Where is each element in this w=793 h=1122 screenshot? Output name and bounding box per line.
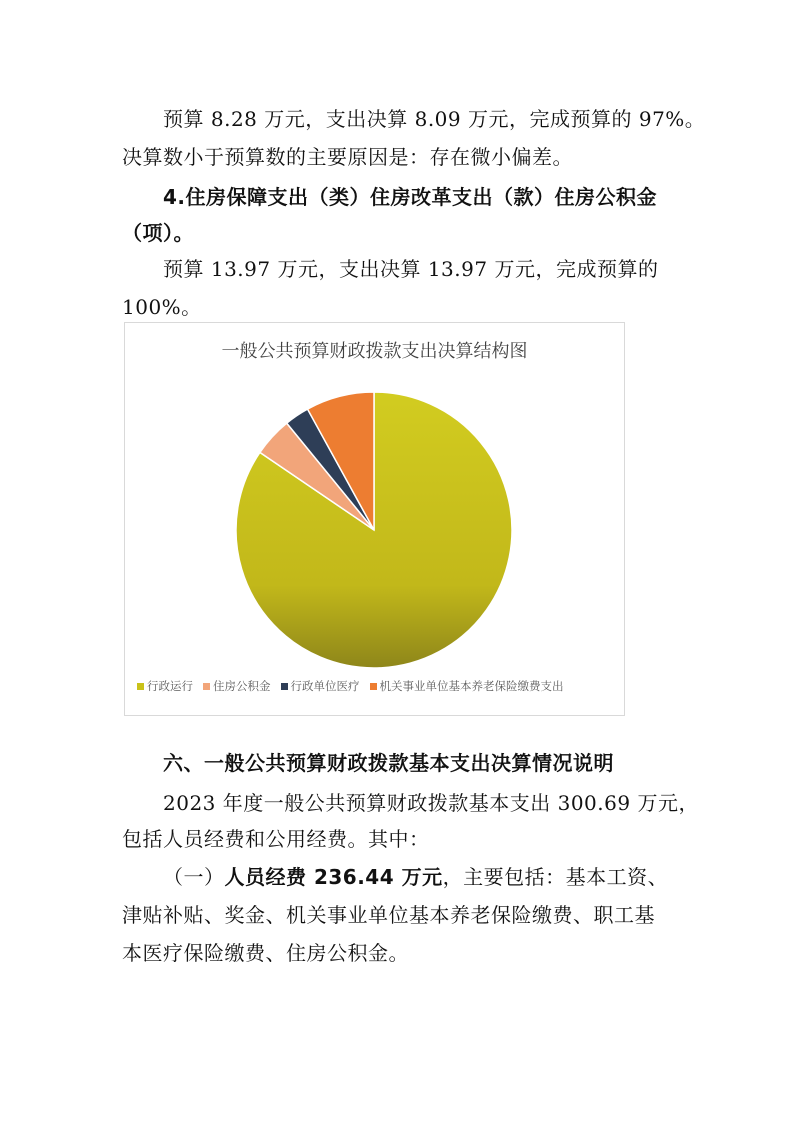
legend-item-pension <box>370 678 564 694</box>
personnel-cost-bold: 人员经费 236.44 万元 <box>224 865 443 889</box>
chart-legend <box>137 678 564 694</box>
legend-swatch <box>203 683 210 690</box>
legend-label: 机关事业单位基本养老保险缴费支出 <box>379 679 564 693</box>
paragraph-line: 预算 8.28 万元，支出决算 8.09 万元，完成预算的 97%。 <box>163 107 706 131</box>
legend-item-housing-fund <box>203 678 271 694</box>
paragraph-line <box>163 864 668 890</box>
paragraph-line: 2023 年度一般公共预算财政拨款基本支出 300.69 万元， <box>163 791 699 815</box>
paragraph-line: 决算数小于预算数的主要原因是：存在微小偏差。 <box>122 145 573 169</box>
paragraph-line: 预算 13.97 万元，支出决算 13.97 万元，完成预算的 <box>163 257 659 281</box>
subsection-prefix: （一） <box>163 865 225 889</box>
paragraph-line: 本医疗保险缴费、住房公积金。 <box>122 941 409 965</box>
legend-label: 行政运行 <box>147 679 193 693</box>
legend-swatch <box>281 683 288 690</box>
paragraph-line: 包括人员经费和公用经费。其中： <box>122 827 430 851</box>
pie-chart <box>125 323 624 715</box>
legend-swatch <box>137 683 144 690</box>
chart-title: 一般公共预算财政拨款支出决算结构图 <box>221 341 528 362</box>
section-title: 六、一般公共预算财政拨款基本支出决算情况说明 <box>163 751 614 775</box>
paragraph-line: 津贴补贴、奖金、机关事业单位基本养老保险缴费、职工基 <box>122 903 655 927</box>
pie-chart-container <box>124 322 625 716</box>
section-heading-cont: （项）。 <box>122 221 194 245</box>
section-heading: 4.住房保障支出（类）住房改革支出（款）住房公积金 <box>163 185 658 209</box>
legend-item-medical <box>281 678 360 694</box>
legend-swatch <box>370 683 377 690</box>
paragraph-text: ，主要包括：基本工资、 <box>442 865 669 889</box>
legend-label: 住房公积金 <box>213 679 271 693</box>
legend-label: 行政单位医疗 <box>290 679 360 693</box>
paragraph-line: 100%。 <box>122 295 202 319</box>
legend-item-admin <box>137 678 193 694</box>
